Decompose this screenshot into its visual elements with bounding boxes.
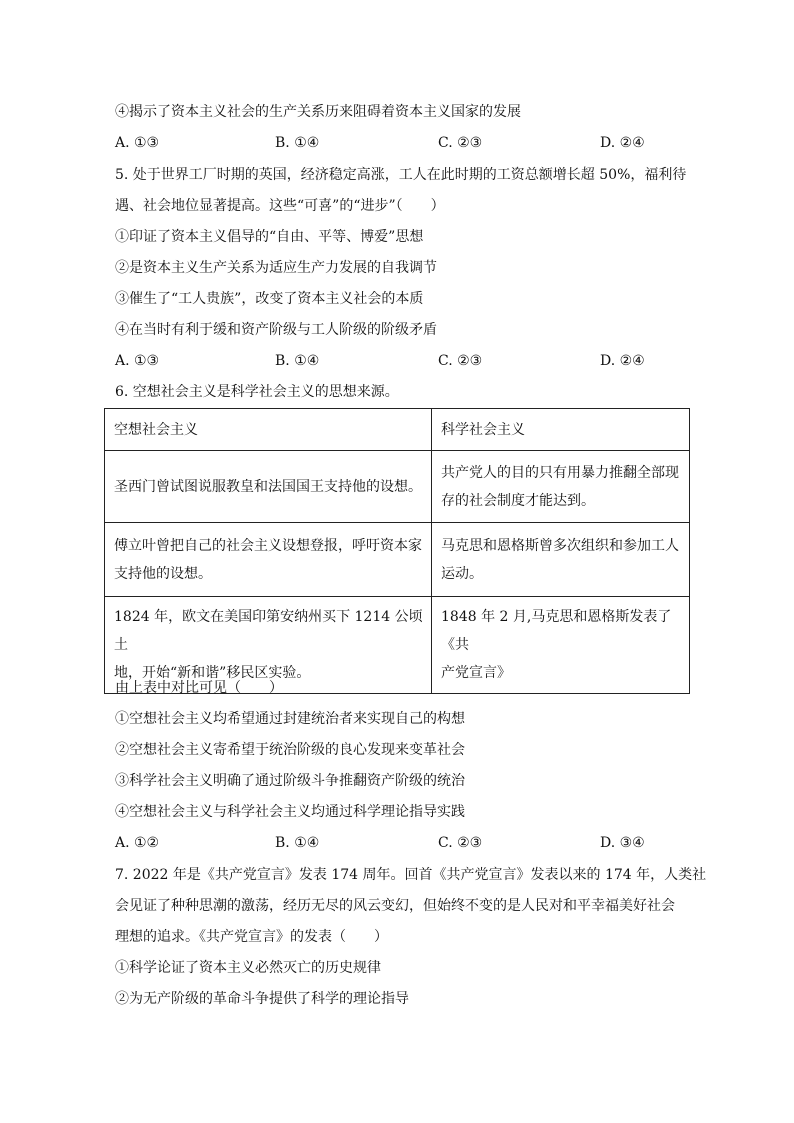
q5-option-c[interactable]: C. ②③	[438, 353, 483, 369]
q5-stem-line1: 5. 处于世界工厂时期的英国，经济稳定高涨，工人在此时期的工资总额增长超 50%，福利待	[115, 167, 687, 183]
q6-item-4: ④空想社会主义与科学社会主义均通过科学理论指导实践	[115, 804, 465, 820]
table-cell	[105, 451, 432, 523]
q5-stem-line2: 遇、社会地位显著提高。这些“可喜”的“进步”（ ）	[115, 198, 445, 214]
q6-stem: 6. 空想社会主义是科学社会主义的思想来源。	[115, 384, 399, 400]
cell-text: 马克思和恩格斯曾多次组织和参加工人	[441, 537, 679, 554]
table-header-row	[105, 409, 690, 451]
q5-option-a[interactable]: A. ①③	[115, 353, 160, 369]
q5-item-4: ④在当时有利于缓和资产阶级与工人阶级的阶级矛盾	[115, 322, 437, 338]
table-row	[105, 451, 690, 523]
cell-text: 1824 年，欧文在美国印第安纳州买下 1214 公顷土	[114, 609, 423, 653]
table-row	[105, 523, 690, 597]
q6-option-d[interactable]: D. ③④	[600, 835, 645, 851]
q6-item-1: ①空想社会主义均希望通过封建统治者来实现自己的构想	[115, 711, 465, 727]
q4-option-d[interactable]: D. ②④	[600, 135, 645, 151]
cell-text: 1848 年 2 月,马克思和恩格斯发表了《共	[441, 609, 672, 653]
table-header-cell: 空想社会主义	[105, 409, 432, 451]
q5-item-2: ②是资本主义生产关系为适应生产力发展的自我调节	[115, 260, 437, 276]
cell-text: 支持他的设想。	[114, 565, 212, 582]
q4-option-b[interactable]: B. ①④	[275, 135, 320, 151]
cell-text: 共产党人的目的只有用暴力推翻全部现	[441, 464, 679, 481]
q4-options	[115, 133, 695, 153]
q5-option-d[interactable]: D. ②④	[600, 353, 645, 369]
cell-text: 存的社会制度才能达到。	[441, 492, 595, 509]
q4-option-c[interactable]: C. ②③	[438, 135, 483, 151]
q7-stem-line3: 理想的追求。《共产党宣言》的发表（ ）	[115, 929, 388, 945]
q7-stem-line1: 7. 2022 年是《共产党宣言》发表 174 周年。回首《共产党宣言》发表以来的 174 年，人类社	[115, 867, 707, 883]
cell-text: 地，开始“新和谐”移民区实验。	[114, 665, 311, 681]
q5-item-3: ③催生了“工人贵族”，改变了资本主义社会的本质	[115, 291, 424, 307]
table-cell	[105, 523, 432, 597]
q6-question: 由上表中对比可见（ ）	[115, 680, 283, 696]
q6-option-b[interactable]: B. ①④	[275, 835, 320, 851]
table-cell	[432, 451, 690, 523]
q4-item-4: ④揭示了资本主义社会的生产关系历来阻碍着资本主义国家的发展	[115, 104, 521, 120]
q7-item-1: ①科学论证了资本主义必然灭亡的历史规律	[115, 960, 381, 976]
cell-text: 傅立叶曾把自己的社会主义设想登报，呼吁资本家	[114, 537, 422, 554]
table-header-cell: 科学社会主义	[432, 409, 690, 451]
q5-options	[115, 351, 695, 371]
cell-text: 圣西门曾试图说服教皇和法国国王支持他的设想。	[114, 478, 422, 495]
cell-text: 产党宣言》	[441, 665, 511, 681]
table-cell	[432, 597, 690, 694]
table-cell	[432, 523, 690, 597]
q4-option-a[interactable]: A. ①③	[115, 135, 160, 151]
q7-stem-line2: 会见证了种种思潮的激荡，经历无尽的风云变幻，但始终不变的是人民对和平幸福美好社会	[115, 898, 675, 914]
q7-item-2: ②为无产阶级的革命斗争提供了科学的理论指导	[115, 991, 409, 1007]
q6-item-3: ③科学社会主义明确了通过阶级斗争推翻资产阶级的统治	[115, 773, 465, 789]
q5-item-1: ①印证了资本主义倡导的“自由、平等、博爱”思想	[115, 229, 424, 245]
q6-option-c[interactable]: C. ②③	[438, 835, 483, 851]
q6-option-a[interactable]: A. ①②	[115, 835, 160, 851]
comparison-table	[104, 408, 690, 694]
q6-item-2: ②空想社会主义寄希望于统治阶级的良心发现来变革社会	[115, 742, 465, 758]
q5-option-b[interactable]: B. ①④	[275, 353, 320, 369]
cell-text: 运动。	[441, 565, 483, 582]
q6-options	[115, 833, 695, 853]
